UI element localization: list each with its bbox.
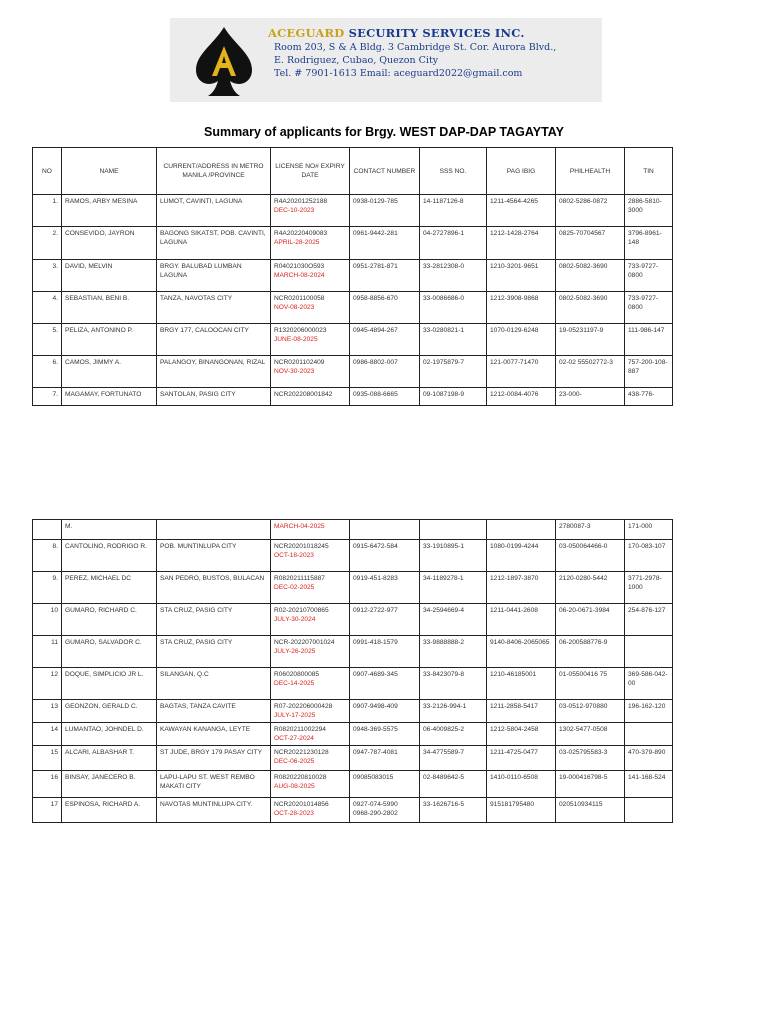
no-cell: 2. [33, 227, 62, 260]
name-cell: DAVID, MELVIN [62, 260, 157, 292]
header-cell: CONTACT NUMBER [350, 148, 420, 195]
philhealth-cell: 02-02 55502772-3 [556, 356, 625, 388]
no-cell: 5. [33, 324, 62, 356]
name-cell: GUMARO, RICHARD C. [62, 604, 157, 636]
sss-cell: 34-2594669-4 [420, 604, 487, 636]
contact-cell: 0938-0129-785 [350, 195, 420, 227]
address-cell: SAN PEDRO, BUSTOS, BULACAN [157, 572, 271, 604]
expiry-date: NOV-08-2023 [274, 304, 315, 311]
table-row [33, 700, 673, 723]
address-line: E. Rodriguez, Cubao, Quezon City [274, 55, 439, 66]
sss-cell: 04-2727896-1 [420, 227, 487, 260]
address-cell: STA CRUZ, PASIG CITY [157, 604, 271, 636]
name-cell: GUMARO, SALVADOR C. [62, 636, 157, 668]
tin-cell: 196-162-120 [625, 700, 673, 723]
pagibig-cell: 121-0077-71470 [487, 356, 556, 388]
header-cell: TIN [625, 148, 673, 195]
table-body [33, 520, 673, 823]
table-row [33, 572, 673, 604]
table-row [33, 540, 673, 572]
expiry-date: APRIL-28-2025 [274, 239, 320, 246]
sss-cell: 33-2812308-0 [420, 260, 487, 292]
header-cell: PAG IBIG [487, 148, 556, 195]
name-cell: ALCARI, ALBASHAR T. [62, 746, 157, 771]
philhealth-cell: 2120-0280-5442 [556, 572, 625, 604]
philhealth-cell: 1302-5477-0508 [556, 723, 625, 746]
tin-cell: 254-876-127 [625, 604, 673, 636]
name-cell: ESPINOSA, RICHARD A. [62, 798, 157, 823]
contact-cell: 0912-2722-977 [350, 604, 420, 636]
philhealth-cell: 06-200588776-9 [556, 636, 625, 668]
license-cell [271, 195, 350, 227]
philhealth-cell: 03-0512-970880 [556, 700, 625, 723]
license-cell [271, 604, 350, 636]
header-cell: NO [33, 148, 62, 195]
pagibig-cell: 915181795480 [487, 798, 556, 823]
no-cell: 13 [33, 700, 62, 723]
no-cell: 17 [33, 798, 62, 823]
pagibig-cell: 1210-3201-9651 [487, 260, 556, 292]
contact-cell: 09085083015 [350, 771, 420, 798]
address-cell: BAGTAS, TANZA CAVITE [157, 700, 271, 723]
license-cell [271, 771, 350, 798]
expiry-date: OCT-18-2023 [274, 552, 314, 559]
address-cell: LAPU-LAPU ST. WEST REMBO MAKATI CITY [157, 771, 271, 798]
applicants-table-2 [32, 519, 673, 823]
sss-cell: 02-8489642-5 [420, 771, 487, 798]
tin-cell: 3771-2978-1000 [625, 572, 673, 604]
license-cell [271, 260, 350, 292]
sss-cell: 33-1910895-1 [420, 540, 487, 572]
table-row [33, 771, 673, 798]
contact-line: Tel. # 7901-1613 Email: aceguard2022@gmail.com [274, 68, 523, 79]
table-row [33, 292, 673, 324]
license-number: NCR20201018245 [274, 543, 329, 550]
license-cell [271, 798, 350, 823]
no-cell: 14 [33, 723, 62, 746]
address-cell: BRGY 177, CALOOCAN CITY [157, 324, 271, 356]
tin-cell: 470-379-890 [625, 746, 673, 771]
pagibig-cell: 1212-5804-2458 [487, 723, 556, 746]
pagibig-cell: 1211-0441-2608 [487, 604, 556, 636]
tin-cell: 171-000 [625, 520, 673, 540]
pagibig-cell: 1211-2858-5417 [487, 700, 556, 723]
tin-cell [625, 798, 673, 823]
contact-cell: 0907-9498-409 [350, 700, 420, 723]
philhealth-cell: 06-20-0671-3984 [556, 604, 625, 636]
sss-cell: 34-1189278-1 [420, 572, 487, 604]
license-cell [271, 723, 350, 746]
tin-cell: 170-083-107 [625, 540, 673, 572]
license-number: R06020800085 [274, 671, 320, 678]
address-cell: NAVOTAS MUNTINLUPA CITY. [157, 798, 271, 823]
license-number: R04021030O593 [274, 263, 325, 270]
sss-cell: 33-2126-994-1 [420, 700, 487, 723]
document-title: Summary of applicants for Brgy. WEST DAP-DAP TAGAYTAY [203, 125, 565, 139]
expiry-date: DEC-02-2025 [274, 584, 315, 591]
contact-cell: 0958-8856-670 [350, 292, 420, 324]
expiry-date: AUG-08-2025 [274, 783, 315, 790]
philhealth-cell: 03-025795583-3 [556, 746, 625, 771]
license-cell [271, 700, 350, 723]
header-row [33, 148, 673, 195]
table-row [33, 520, 673, 540]
no-cell: 12 [33, 668, 62, 700]
address-line: Room 203, S & A Bldg. 3 Cambridge St. Cor. Aurora Blvd., [274, 42, 557, 53]
sss-cell: 06-4009825-2 [420, 723, 487, 746]
license-number: R0820211115887 [274, 575, 325, 582]
table-row [33, 604, 673, 636]
no-cell: 15 [33, 746, 62, 771]
philhealth-cell: 0802-5082-3690 [556, 292, 625, 324]
tin-cell: 757-200-108-887 [625, 356, 673, 388]
no-cell: 8. [33, 540, 62, 572]
contact-cell: 0919-451-8283 [350, 572, 420, 604]
license-cell [271, 520, 350, 540]
license-number: R4A20201252188 [274, 198, 328, 205]
tin-cell: 369-586-042-00 [625, 668, 673, 700]
philhealth-cell: 01-05500416 75 [556, 668, 625, 700]
expiry-date: JULY-26-2025 [274, 648, 316, 655]
address-cell: LUMOT, CAVINTI, LAGUNA [157, 195, 271, 227]
expiry-date: MARCH-04-2025 [274, 523, 325, 530]
name-cell: CONSEVIDO, JAYRON [62, 227, 157, 260]
philhealth-cell: 19-000416798-5 [556, 771, 625, 798]
expiry-date: MARCH-08-2024 [274, 272, 325, 279]
pagibig-cell [487, 520, 556, 540]
expiry-date: JUNE-08-2025 [274, 336, 318, 343]
sss-cell: 02-1975879-7 [420, 356, 487, 388]
address-cell: KAWAYAN KANANGA, LEYTE [157, 723, 271, 746]
license-cell [271, 292, 350, 324]
license-number: R4A20220409083 [274, 230, 328, 237]
header-cell: NAME [62, 148, 157, 195]
tin-cell [625, 723, 673, 746]
table-row [33, 388, 673, 406]
philhealth-cell: 03-050064466-0 [556, 540, 625, 572]
expiry-date: DEC-10-2023 [274, 207, 315, 214]
contact-cell: 0907-4689-345 [350, 668, 420, 700]
address-cell: BRGY. BALUBAD LUMBAN LAGUNA [157, 260, 271, 292]
sss-cell: 33-1626716-5 [420, 798, 487, 823]
license-number: NCR0201100058 [274, 295, 325, 302]
contact-cell: 0945-4894-267 [350, 324, 420, 356]
philhealth-cell: 2780087-3 [556, 520, 625, 540]
license-number: R07-202206000428 [274, 703, 333, 710]
no-cell: 7. [33, 388, 62, 406]
philhealth-cell: 0802-5286-0872 [556, 195, 625, 227]
no-cell: 11 [33, 636, 62, 668]
no-cell: 1. [33, 195, 62, 227]
pagibig-cell: 9140-8406-2065065 [487, 636, 556, 668]
sss-cell: 33-0280821-1 [420, 324, 487, 356]
tin-cell: 438-776- [625, 388, 673, 406]
license-number: NCR20221230128 [274, 749, 329, 756]
address-cell: SANTOLAN, PASIG CITY [157, 388, 271, 406]
pagibig-cell: 1211-4564-4265 [487, 195, 556, 227]
name-cell: BINSAY, JANECERO B. [62, 771, 157, 798]
table-row [33, 227, 673, 260]
pagibig-cell: 1212-1428-2764 [487, 227, 556, 260]
table-row [33, 195, 673, 227]
license-cell [271, 540, 350, 572]
philhealth-cell: 23-000- [556, 388, 625, 406]
pagibig-cell: 1080-0199-4244 [487, 540, 556, 572]
expiry-date: OCT-27-2024 [274, 735, 314, 742]
license-cell [271, 388, 350, 406]
letterhead [170, 18, 602, 102]
name-cell: MAGAMAY, FORTUNATO [62, 388, 157, 406]
sss-cell: 33-8423079-8 [420, 668, 487, 700]
address-cell: STA CRUZ, PASIG CITY [157, 636, 271, 668]
ace-of-spades-logo-icon [192, 24, 256, 98]
license-cell [271, 636, 350, 668]
header-cell: LICENSE NO# EXPIRY DATE [271, 148, 350, 195]
tin-cell: 2886-5810-3000 [625, 195, 673, 227]
license-number: R1320206000023 [274, 327, 327, 334]
sss-cell: 14-1187126-8 [420, 195, 487, 227]
header-cell: SSS NO. [420, 148, 487, 195]
license-number: R0820211002294 [274, 726, 326, 733]
contact-cell: 0935-088-6665 [350, 388, 420, 406]
tin-cell: 733-9727-0800 [625, 292, 673, 324]
no-cell: 6. [33, 356, 62, 388]
contact-cell: 0915-6472-584 [350, 540, 420, 572]
license-cell [271, 356, 350, 388]
header-cell: CURRENT/ADDRESS IN METRO MANILA /PROVINCE [157, 148, 271, 195]
license-cell [271, 746, 350, 771]
table-row [33, 668, 673, 700]
philhealth-cell: 19-05231197-9 [556, 324, 625, 356]
tin-cell: 733-9727-0800 [625, 260, 673, 292]
name-cell: RAMOS, ARBY MESINA [62, 195, 157, 227]
contact-cell: 0986-8802-007 [350, 356, 420, 388]
name-cell: LUMANTAO, JOHNDEL D. [62, 723, 157, 746]
name-cell: PEREZ, MICHAEL DC [62, 572, 157, 604]
license-number: NCR0201102409 [274, 359, 325, 366]
applicants-table-1 [32, 147, 673, 406]
pagibig-cell: 1212-1897-3870 [487, 572, 556, 604]
no-cell: 16 [33, 771, 62, 798]
table-row [33, 324, 673, 356]
pagibig-cell: 1211-4725-0477 [487, 746, 556, 771]
address-cell: ST JUDE, BRGY 179 PASAY CITY [157, 746, 271, 771]
name-cell: GEONZON, GERALD C. [62, 700, 157, 723]
tin-cell [625, 636, 673, 668]
address-cell [157, 520, 271, 540]
table-row [33, 746, 673, 771]
license-number: NCR202208001842 [274, 391, 333, 398]
name-cell: DOQUE, SIMPLICIO JR L. [62, 668, 157, 700]
pagibig-cell: 1210-46185001 [487, 668, 556, 700]
contact-cell: 0961-9442-281 [350, 227, 420, 260]
license-number: R02-20210700865 [274, 607, 329, 614]
address-cell: TANZA, NAVOTAS CITY [157, 292, 271, 324]
no-cell [33, 520, 62, 540]
table-row [33, 636, 673, 668]
contact-cell: 0991-418-1579 [350, 636, 420, 668]
tin-cell: 3796-8961-148 [625, 227, 673, 260]
license-number: NCR20201014856 [274, 801, 329, 808]
contact-cell: 0927-074-5990 0968-290-2802 [350, 798, 420, 823]
pagibig-cell: 1212-3908-9868 [487, 292, 556, 324]
contact-cell: 0947-787-4081 [350, 746, 420, 771]
expiry-date: OCT-28-2023 [274, 810, 314, 817]
name-cell: CANTOLINO, RODRIGO R. [62, 540, 157, 572]
pagibig-cell: 1410-0110-6508 [487, 771, 556, 798]
expiry-date: DEC-06-2025 [274, 758, 315, 765]
pagibig-cell: 1070-0129-6248 [487, 324, 556, 356]
license-cell [271, 572, 350, 604]
philhealth-cell: 0825-70704567 [556, 227, 625, 260]
license-cell [271, 324, 350, 356]
address-cell: BAGONG SIKATST, POB. CAVINTI, LAGUNA [157, 227, 271, 260]
name-cell: SEBASTIAN, BENI B. [62, 292, 157, 324]
license-cell [271, 227, 350, 260]
sss-cell: 34-4775589-7 [420, 746, 487, 771]
tin-cell: 111-986-147 [625, 324, 673, 356]
no-cell: 10 [33, 604, 62, 636]
tin-cell: 141-168-524 [625, 771, 673, 798]
table-row [33, 798, 673, 823]
sss-cell: 33-9888888-2 [420, 636, 487, 668]
table-row [33, 356, 673, 388]
sss-cell: 09-1087198-9 [420, 388, 487, 406]
contact-cell: 0951-2781-871 [350, 260, 420, 292]
contact-cell: 0948-369-5575 [350, 723, 420, 746]
address-cell: POB. MUNTINLUPA CITY [157, 540, 271, 572]
philhealth-cell: 020510934115 [556, 798, 625, 823]
name-cell: CAMOS, JIMMY A. [62, 356, 157, 388]
name-cell: PELIZA, ANTONINO P. [62, 324, 157, 356]
philhealth-cell: 0802-5082-3690 [556, 260, 625, 292]
pagibig-cell: 1212-0084-4076 [487, 388, 556, 406]
company-name: ACEGUARD SECURITY SERVICES INC. [268, 26, 525, 40]
no-cell: 3. [33, 260, 62, 292]
expiry-date: NOV-30-2023 [274, 368, 315, 375]
license-number: NCR-202207001024 [274, 639, 335, 646]
address-cell: PALANGOY, BINANGONAN, RIZAL [157, 356, 271, 388]
table-row [33, 260, 673, 292]
sss-cell: 33-0086686-0 [420, 292, 487, 324]
license-number: R0820220810028 [274, 774, 327, 781]
sss-cell [420, 520, 487, 540]
expiry-date: DEC-14-2025 [274, 680, 315, 687]
expiry-date: JULY-30-2024 [274, 616, 316, 623]
header-cell: PHILHEALTH [556, 148, 625, 195]
table-row [33, 723, 673, 746]
contact-cell [350, 520, 420, 540]
name-cell: M. [62, 520, 157, 540]
address-cell: SILANGAN, Q.C [157, 668, 271, 700]
license-cell [271, 668, 350, 700]
no-cell: 9. [33, 572, 62, 604]
expiry-date: JULY-17-2025 [274, 712, 316, 719]
no-cell: 4. [33, 292, 62, 324]
table-body [33, 195, 673, 406]
